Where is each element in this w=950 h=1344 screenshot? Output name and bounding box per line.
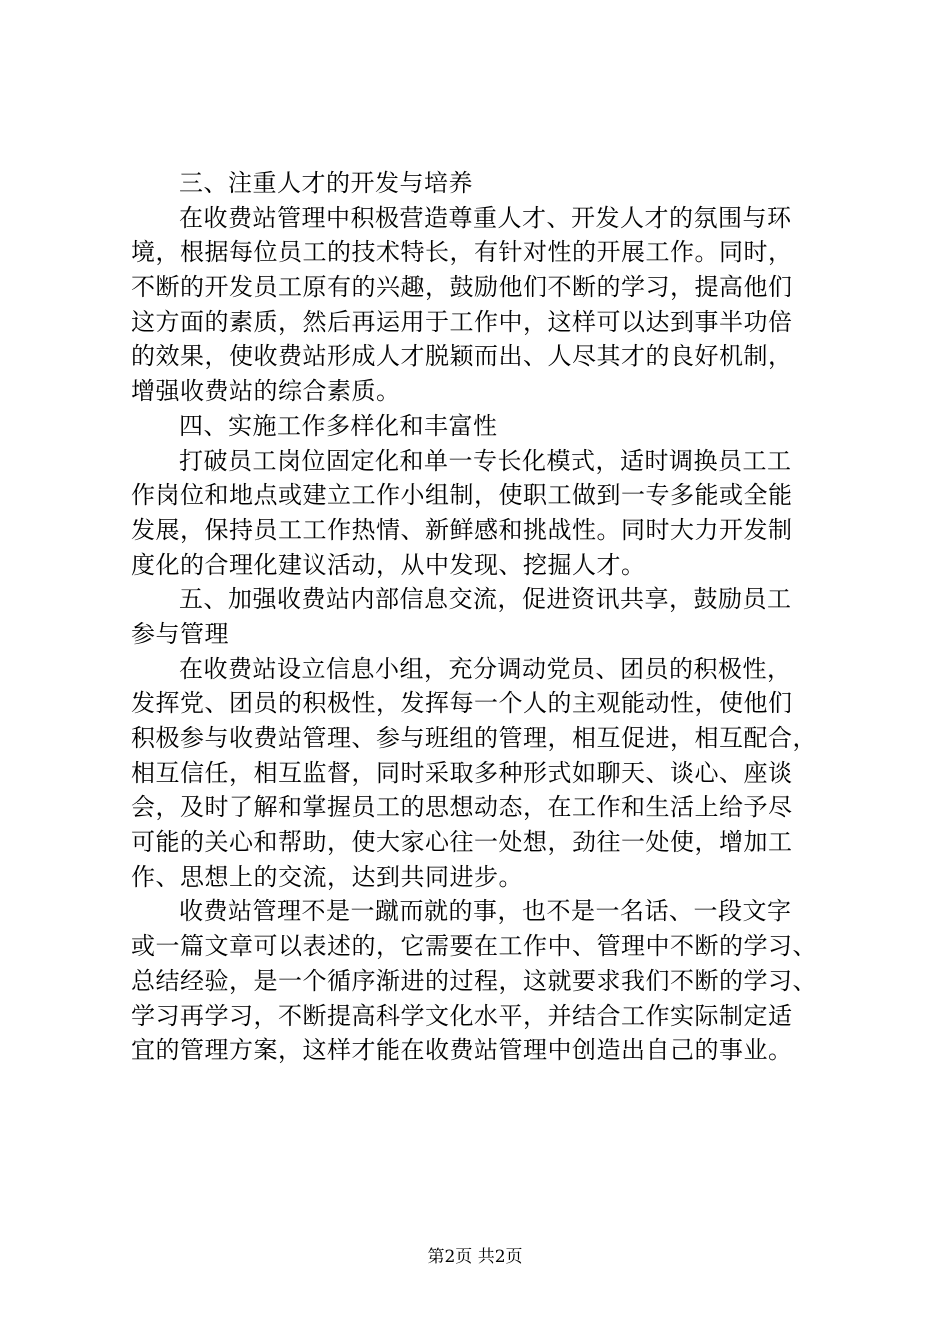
page-footer (0, 1242, 950, 1267)
text-line: 这方面的素质，然后再运用于工作中，这样可以达到事半功倍 (131, 307, 793, 336)
page-number-label: 第2页 共2页 (427, 1247, 523, 1267)
text-line: 作岗位和地点或建立工作小组制，使职工做到一专多能或全能 (131, 481, 793, 510)
text-line: 会，及时了解和掌握员工的思想动态，在工作和生活上给予尽 (131, 793, 793, 822)
text-line: 在收费站管理中积极营造尊重人才、开发人才的氛围与环 (179, 203, 792, 232)
text-line: 的效果，使收费站形成人才脱颖而出、人尽其才的良好机制， (131, 342, 793, 371)
text-line: 度化的合理化建议活动，从中发现、挖掘人才。 (131, 550, 646, 579)
text-line: 作、思想上的交流，达到共同进步。 (131, 862, 523, 891)
text-line: 四、实施工作多样化和丰富性 (179, 411, 498, 440)
text-line: 收费站管理不是一蹴而就的事，也不是一名话、一段文字 (179, 897, 792, 926)
text-line: 打破员工岗位固定化和单一专长化模式，适时调换员工工 (179, 446, 792, 475)
text-line: 参与管理 (131, 619, 229, 648)
text-line: 不断的开发员工原有的兴趣，鼓励他们不断的学习，提高他们 (131, 273, 793, 302)
text-line: 增强收费站的综合素质。 (131, 377, 401, 406)
text-line: 发展，保持员工工作热情、新鲜感和挑战性。同时大力开发制 (131, 515, 793, 544)
text-line: 相互信任，相互监督，同时采取多种形式如聊天、谈心、座谈 (131, 758, 793, 787)
text-line: 或一篇文章可以表述的，它需要在工作中、管理中不断的学习、 (131, 932, 817, 961)
text-line: 三、注重人才的开发与培养 (179, 169, 473, 197)
text-line: 总结经验，是一个循序渐进的过程，这就要求我们不断的学习、 (131, 966, 817, 995)
text-line: 境，根据每位员工的技术特长，有针对性的开展工作。同时， (131, 238, 793, 267)
text-line: 在收费站设立信息小组，充分调动党员、团员的积极性， (179, 654, 792, 683)
text-line: 五、加强收费站内部信息交流，促进资讯共享，鼓励员工 (179, 585, 792, 614)
text-line: 宜的管理方案，这样才能在收费站管理中创造出自己的事业。 (131, 1036, 793, 1065)
text-line: 发挥党、团员的积极性，发挥每一个人的主观能动性，使他们 (131, 689, 793, 718)
text-line: 学习再学习，不断提高科学文化水平，并结合工作实际制定适 (131, 1001, 793, 1030)
text-line: 积极参与收费站管理、参与班组的管理，相互促进，相互配合， (131, 724, 817, 752)
document-body (131, 166, 831, 1068)
text-line: 可能的关心和帮助，使大家心往一处想，劲往一处使，增加工 (131, 828, 793, 857)
